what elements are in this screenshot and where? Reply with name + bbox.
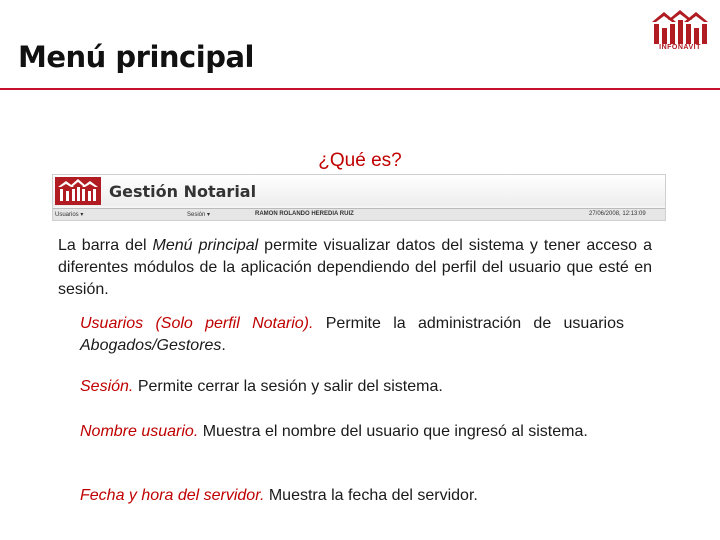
term-fecha-hora: Fecha y hora del servidor. [80, 487, 265, 504]
section-subtitle: ¿Qué es? [318, 150, 402, 171]
desc-fecha-hora: Muestra la fecha del servidor. [264, 487, 478, 504]
intro-paragraph [58, 235, 652, 301]
menu-user-name: RAMON ROLANDO HEREDIA RUIZ [255, 211, 354, 217]
list-item-nombre-usuario [80, 421, 624, 443]
list-item-usuarios [80, 313, 624, 357]
intro-emphasis: Menú principal [152, 237, 259, 254]
desc-usuarios: Permite la administración de usuarios [313, 315, 625, 332]
term-nombre-usuario: Nombre usuario. [80, 423, 199, 440]
intro-text-start: La barra del [58, 237, 153, 254]
desc-nombre-usuario: Muestra el nombre del usuario que ingresó al sistema. [198, 423, 588, 440]
term-sesion: Sesión. [80, 378, 134, 395]
desc-usuarios-end: . [221, 337, 226, 354]
page-title: Menú principal [18, 40, 254, 74]
list-item-fecha-hora [80, 485, 624, 507]
banner-menu-bar [53, 208, 665, 220]
menu-datetime: 27/06/2008, 12:13:09 [589, 211, 646, 217]
logo-wordmark: INFONAVIT [659, 44, 701, 51]
term-usuarios: Usuarios (Solo perfil Notario). [80, 315, 314, 332]
desc-sesion: Permite cerrar la sesión y salir del sistema. [133, 378, 443, 395]
banner-app-title: Gestión Notarial [109, 182, 257, 201]
menu-sesion[interactable]: Sesión ▾ [187, 212, 211, 218]
app-banner-screenshot [52, 174, 666, 221]
desc-usuarios-emphasis: Abogados/Gestores [80, 337, 222, 354]
intro-text-end: permite visualizar datos del sistema y tener acceso a diferentes módulos de la aplicación dependiendo del perfil del usuario que esté en sesión. [58, 237, 652, 298]
banner-infonavit-logo-icon [55, 177, 101, 205]
menu-usuarios[interactable]: Usuarios ▾ [55, 212, 84, 218]
header-divider [0, 88, 720, 90]
section-subtitle-wrapper [0, 150, 720, 172]
list-item-sesion [80, 376, 624, 398]
